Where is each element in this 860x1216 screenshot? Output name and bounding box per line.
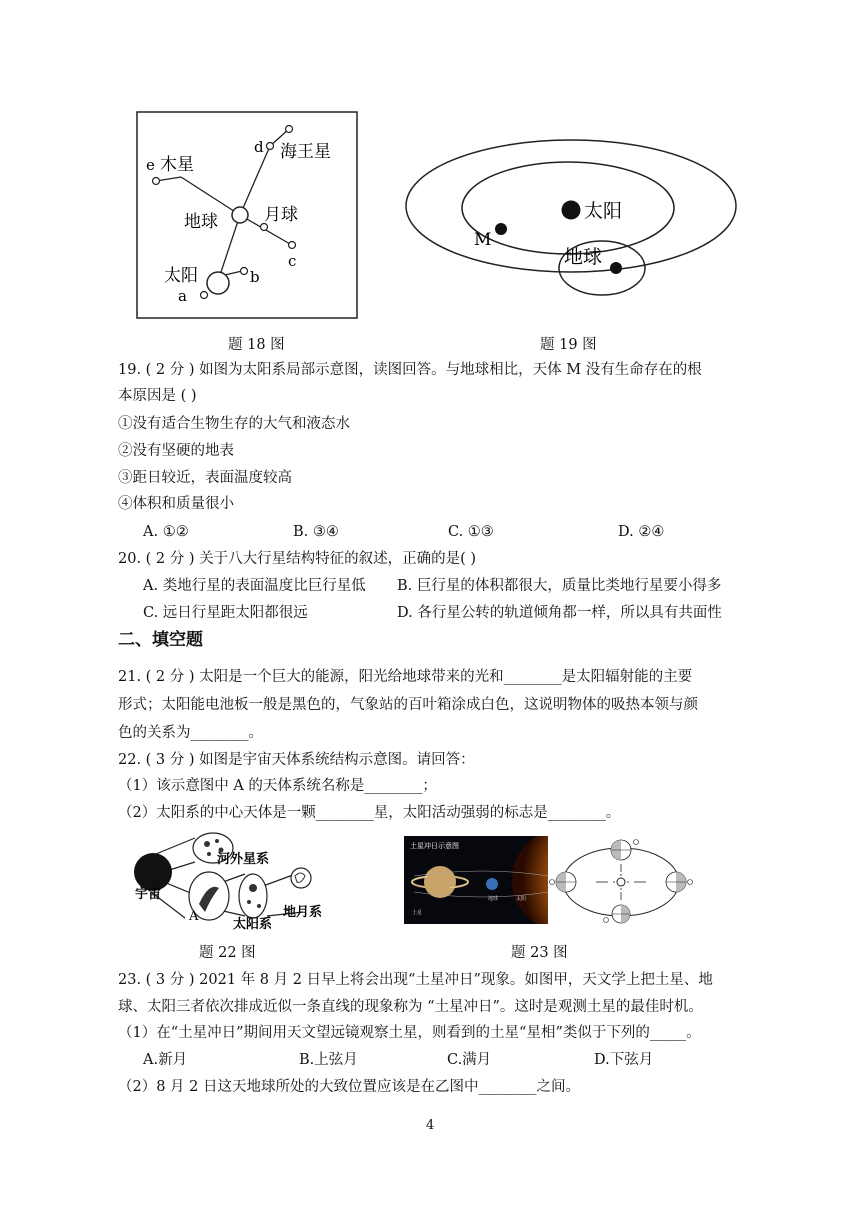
label-galaxy: 河外星系 (217, 852, 270, 867)
q21-line2: 形式；太阳能电池板一般是黑色的，气象站的百叶箱涂成白色，这说明物体的吸热本领与颜 (118, 697, 698, 713)
q19-stem-line2: 本原因是 ( ) (118, 388, 197, 404)
q22-stem: 22. ( 3 分 ) 如图是宇宙天体系统结构示意图。请回答： (118, 752, 475, 768)
q20-option-b: B. 巨行星的体积都很大，质量比类地行星要小得多 (397, 578, 722, 594)
label-neptune: 海王星 (280, 142, 331, 162)
label-e: e (146, 156, 155, 174)
q19-item-4: ④体积和质量很小 (118, 496, 234, 512)
label-sun: 太阳 (584, 200, 623, 222)
label-universe: 宇宙 (135, 887, 162, 902)
q21-line1: 21. ( 2 分 ) 太阳是一个巨大的能源，阳光给地球带来的光和________是太阳辐射能的主要 (118, 669, 693, 685)
label-moon: 月球 (264, 205, 298, 225)
label-earth: 地球 (564, 246, 603, 268)
sun-node (207, 272, 229, 294)
label-a: A (189, 909, 199, 924)
caption-fig23: 题 23 图 (511, 945, 568, 961)
q22-part1: （1）该示意图中 A 的天体系统名称是________； (118, 778, 437, 794)
q20-option-d: D. 各行星公转的轨道倾角都一样，所以具有共面性 (397, 605, 722, 621)
page-number: 4 (426, 1118, 435, 1133)
q19-stem-line1: 19. ( 2 分 ) 如图为太阳系局部示意图，读图回答。与地球相比，天体 M 没有生命存在的根 (118, 362, 702, 378)
label-solar: 太阳系 (233, 917, 273, 932)
label-d: d (254, 138, 264, 156)
earth-node (232, 207, 248, 223)
q19-item-3: ③距日较近，表面温度较高 (118, 470, 292, 486)
label-a: a (178, 287, 187, 305)
q20-option-c: C. 远日行星距太阳都很远 (143, 605, 308, 621)
q23-option-d: D.下弦月 (594, 1052, 654, 1068)
label-earthmoon: 地月系 (283, 905, 323, 920)
q19-item-2: ②没有坚硬的地表 (118, 443, 234, 459)
q23-part1: （1）在“土星冲日”期间用天文望远镜观察土星，则看到的土星“星相”类似于下列的_____。 (118, 1025, 701, 1041)
label-c: c (288, 252, 297, 270)
label-jupiter: 木星 (160, 155, 194, 175)
figure-23-photo (404, 836, 548, 924)
universe-circle (134, 853, 172, 891)
photo-label-earth: 地球 (488, 896, 499, 902)
q19-option-d: D. ②④ (618, 524, 665, 540)
figure-18-diagram (136, 111, 358, 319)
sun-icon (613, 874, 629, 890)
caption-fig22: 题 22 图 (199, 945, 256, 961)
label-b: b (250, 268, 260, 286)
figure-22-diagram (133, 832, 359, 932)
q23-option-b: B.上弦月 (299, 1052, 358, 1068)
figure-19-diagram (400, 128, 745, 300)
q22-part2: （2）太阳系的中心天体是一颗________星，太阳活动强弱的标志是________。 (118, 805, 621, 821)
q23-stem-line2: 球、太阳三者依次排成近似一条直线的现象称为 “土星冲日”。这时是观测土星的最佳时机。 (118, 999, 703, 1015)
caption-fig19: 题 19 图 (540, 337, 597, 353)
q23-part2: （2）8 月 2 日这天地球所处的大致位置应该是在乙图中________之间。 (118, 1079, 581, 1095)
section-heading: 二、填空题 (118, 630, 203, 650)
q19-item-1: ①没有适合生物生存的大气和液态水 (118, 416, 350, 432)
caption-fig18: 题 18 图 (228, 337, 285, 353)
label-sun: 太阳 (164, 266, 198, 286)
sun-dot (562, 201, 581, 220)
q23-option-a: A.新月 (143, 1052, 188, 1068)
label-m: M (474, 230, 492, 250)
q20-option-a: A. 类地行星的表面温度比巨行星低 (143, 578, 366, 594)
q19-option-c: C. ①③ (448, 524, 494, 540)
q23-stem-line1: 23. ( 3 分 ) 2021 年 8 月 2 日早上将会出现“土星冲日”现象。如图甲，天文学上把土星、地 (118, 972, 713, 988)
q19-option-b: B. ③④ (293, 524, 339, 540)
m-dot (495, 223, 507, 235)
q20-stem: 20. ( 2 分 ) 关于八大行星结构特征的叙述，正确的是( ) (118, 551, 477, 567)
photo-title: 土星冲日示意图 (410, 842, 459, 850)
photo-label-saturn: 土星 (412, 910, 423, 916)
photo-label-sun: 太阳 (516, 896, 527, 902)
q19-option-a: A. ①② (143, 524, 189, 540)
label-earth: 地球 (184, 212, 218, 232)
figure-23-orbit-diagram (548, 838, 694, 924)
q23-option-c: C.满月 (447, 1052, 492, 1068)
q21-line3: 色的关系为________。 (118, 725, 263, 741)
earth-dot (610, 262, 622, 274)
